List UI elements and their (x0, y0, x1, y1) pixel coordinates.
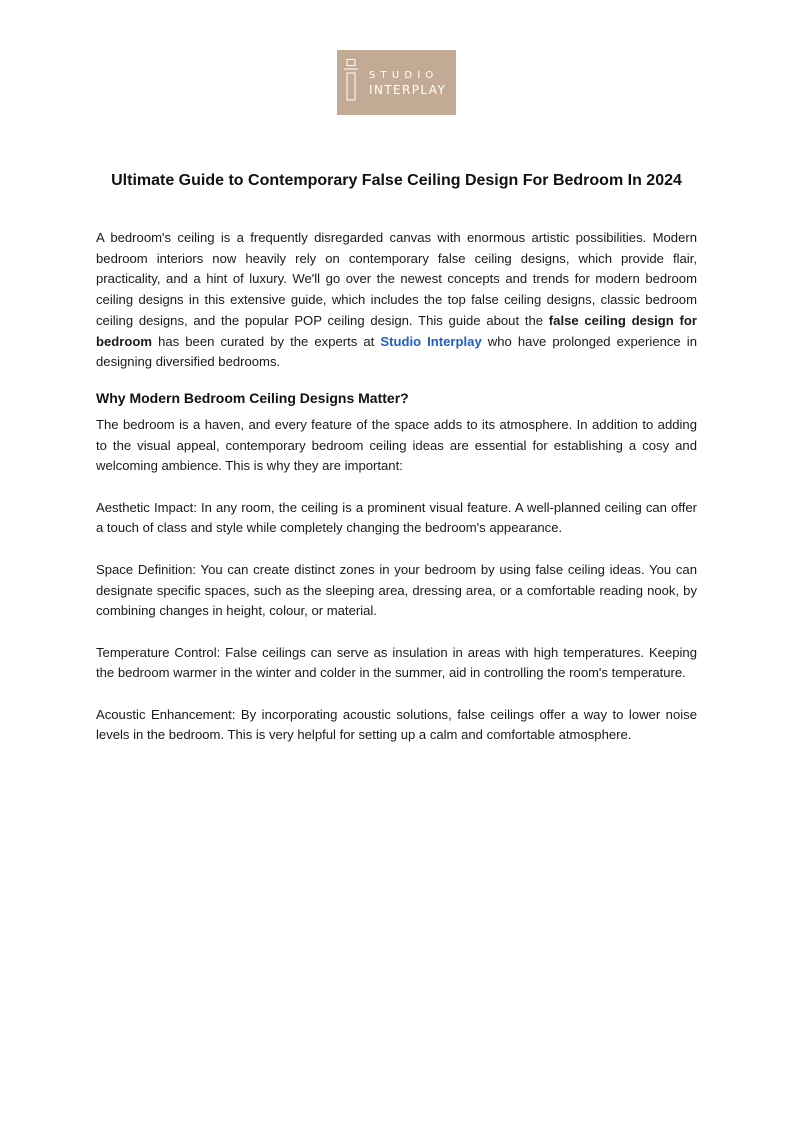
intro-bold-phrase: false ceiling design for bedroom (96, 312, 697, 349)
logo-mark-icon (344, 59, 358, 101)
article-body (96, 228, 697, 746)
intro-text-middle: has been curated by the experts at (152, 333, 381, 349)
section-paragraph-acoustic: Acoustic Enhancement: By incorporating acoustic solutions, false ceilings offer a way to lower noise levels in the bedroom. This is very helpful for setting up a calm and comfortable atmosphere. (96, 706, 697, 743)
logo-line-interplay: INTERPLAY (369, 83, 447, 97)
section-paragraph-intro: The bedroom is a haven, and every feature of the space adds to its atmosphere. In addition to adding to the visual appeal, contemporary bedroom ceiling ideas are essential for establishing a cosy and welcoming ambience. This is why they are important: (96, 416, 697, 474)
studio-interplay-logo (337, 50, 456, 115)
section-heading: Why Modern Bedroom Ceiling Designs Matter? (96, 389, 409, 406)
studio-interplay-link[interactable]: Studio Interplay (380, 333, 482, 349)
logo-line-studio: STUDIO (369, 70, 439, 81)
intro-paragraph (96, 228, 697, 373)
section-paragraph-temperature: Temperature Control: False ceilings can serve as insulation in areas with high temperatures. Keeping the bedroom warmer in the winter and colder in the summer, aid in controlling the room's temperature. (96, 644, 697, 681)
section-paragraph-aesthetic: Aesthetic Impact: In any room, the ceiling is a prominent visual feature. A well-planned ceiling can offer a touch of class and style while completely changing the bedroom's appearance. (96, 499, 697, 536)
intro-text-start: A bedroom's ceiling is a frequently disregarded canvas with enormous artistic possibilities. Modern bedroom interiors now heavily rely on contemporary false ceiling designs, which provide flair, practicality, and a hint of luxury. We'll go over the newest concepts and trends for modern bedroom ceiling designs in this extensive guide, which includes the top false ceiling designs, classic bedroom ceiling designs, and the popular POP ceiling design. This guide about the (96, 230, 697, 328)
section-paragraph-space: Space Definition: You can create distinct zones in your bedroom by using false ceiling ideas. You can designate specific spaces, such as the sleeping area, dressing area, or a comfortable reading nook, by combining changes in height, colour, or material. (96, 561, 697, 619)
intro-text-end: who have prolonged experience in designing diversified bedrooms. (96, 333, 697, 370)
page-title: Ultimate Guide to Contemporary False Ceiling Design For Bedroom In 2024 (111, 172, 682, 189)
logo-wordmark (369, 71, 446, 96)
